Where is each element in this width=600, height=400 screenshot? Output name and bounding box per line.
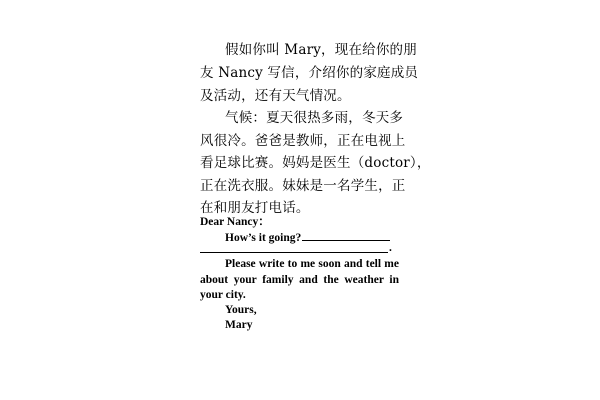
letter-closing-line: about your family and the weather in bbox=[200, 274, 399, 286]
prompt-line: 友 Nancy 写信，介绍你的家庭成员 bbox=[200, 65, 419, 81]
letter-opening-text: How’s it going? bbox=[225, 232, 302, 244]
letter-signature: Mary bbox=[225, 319, 253, 331]
letter-closing-line: your city. bbox=[200, 289, 246, 301]
prompt-line: 正在洗衣服。妹妹是一名学生，正 bbox=[200, 178, 406, 194]
prompt-line: 在和朋友打电话。 bbox=[200, 200, 310, 216]
prompt-line: 及活动，还有天气情况。 bbox=[200, 88, 351, 104]
prompt-line: 风很冷。爸爸是教师，正在电视上 bbox=[200, 133, 406, 149]
answer-blank-full[interactable] bbox=[200, 252, 388, 253]
prompt-line: 看足球比赛。妈妈是医生（doctor）， bbox=[200, 155, 431, 171]
letter-signoff: Yours, bbox=[225, 304, 257, 316]
blank-period: . bbox=[389, 242, 392, 254]
letter-closing-line: Please write to me soon and tell me bbox=[225, 258, 399, 270]
answer-blank-inline[interactable] bbox=[302, 229, 390, 241]
prompt-line: 假如你叫 Mary，现在给你的朋 bbox=[225, 42, 417, 58]
letter-greeting: Dear Nancy： bbox=[200, 216, 270, 228]
letter-opening bbox=[225, 229, 390, 244]
prompt-line: 气候：夏天很热多雨，冬天多 bbox=[225, 110, 404, 126]
